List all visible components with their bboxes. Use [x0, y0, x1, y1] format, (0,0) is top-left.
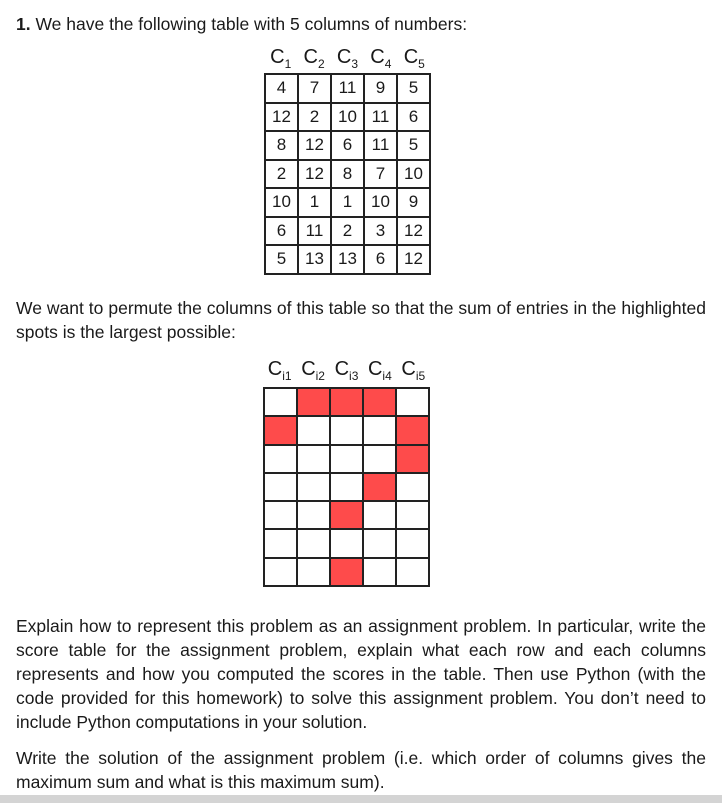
- grid-cell: [363, 501, 396, 529]
- table-cell: 6: [331, 131, 364, 160]
- table1-header: [264, 46, 431, 71]
- grid-cell: [264, 501, 297, 529]
- numbers-table: [264, 73, 431, 275]
- table-row: [265, 245, 430, 274]
- grid-cell: [363, 445, 396, 473]
- grid-cell: [264, 388, 297, 416]
- grid-cell: [330, 473, 363, 501]
- column-header: $C_{i5}$: [401, 358, 426, 383]
- grid-cell: [396, 388, 429, 416]
- column-header: $C_3$: [336, 46, 359, 71]
- grid-cell: [297, 501, 330, 529]
- table-cell: 12: [397, 245, 430, 274]
- table-cell: 1: [298, 188, 331, 217]
- table-cell: 5: [265, 245, 298, 274]
- table-cell: 2: [265, 160, 298, 189]
- grid-cell: [297, 473, 330, 501]
- grid-cell: [297, 445, 330, 473]
- problem-number: 1.: [16, 14, 31, 34]
- grid-cell: [363, 529, 396, 557]
- column-header: $C_{i3}$: [334, 358, 359, 383]
- permute-paragraph: We want to permute the columns of this table so that the sum of entries in the highlighted spots is the largest possible:: [16, 298, 706, 342]
- explain-paragraph: Explain how to represent this problem as an assignment problem. In particular, write the score table for the assignment problem, explain what each row and each columns represents and how you computed the scores in the table. Then use Python (with the code provided for this homework) to solve this assignment problem. You don’t need to include Python computations in your solution.: [16, 616, 706, 732]
- table-cell: 6: [364, 245, 397, 274]
- grid-cell: [264, 473, 297, 501]
- column-header: $C_1$: [270, 46, 292, 71]
- table-cell: 10: [397, 160, 430, 189]
- grid-row: [264, 558, 429, 586]
- grid-cell: [330, 416, 363, 444]
- grid-cell: [297, 529, 330, 557]
- table-row: [265, 217, 430, 246]
- table-row: [265, 188, 430, 217]
- table-cell: 7: [298, 74, 331, 103]
- table-cell: 4: [265, 74, 298, 103]
- solution-paragraph: Write the solution of the assignment problem (i.e. which order of columns gives the maximum sum and what is this maximum sum).: [16, 748, 706, 792]
- grid-cell: [363, 558, 396, 586]
- table-cell: 1: [331, 188, 364, 217]
- table-cell: 8: [265, 131, 298, 160]
- table-cell: 2: [331, 217, 364, 246]
- table-cell: 12: [298, 160, 331, 189]
- table-cell: 12: [397, 217, 430, 246]
- table-cell: 5: [397, 131, 430, 160]
- column-header: $C_{i2}$: [301, 358, 325, 383]
- table-cell: 10: [331, 103, 364, 132]
- table-cell: 13: [331, 245, 364, 274]
- column-header: $C_2$: [303, 46, 325, 71]
- grid-cell: [264, 445, 297, 473]
- highlighted-cell: [363, 473, 396, 501]
- grid-cell: [297, 558, 330, 586]
- intro-line: [16, 12, 706, 36]
- grid-row: [264, 529, 429, 557]
- table-cell: 11: [331, 74, 364, 103]
- table-cell: 13: [298, 245, 331, 274]
- column-header: $C_5$: [403, 46, 425, 71]
- column-header: $C_{i1}$: [267, 358, 292, 383]
- table-cell: 10: [265, 188, 298, 217]
- intro-text: We have the following table with 5 columns of numbers:: [35, 14, 468, 34]
- grid-cell: [396, 529, 429, 557]
- grid-row: [264, 501, 429, 529]
- column-header: $C_4$: [370, 46, 392, 71]
- grid-cell: [264, 558, 297, 586]
- grid-cell: [396, 558, 429, 586]
- highlighted-cell: [330, 558, 363, 586]
- highlighted-cell: [363, 388, 396, 416]
- highlighted-cell: [330, 501, 363, 529]
- grid-cell: [396, 473, 429, 501]
- highlight-grid: [263, 387, 430, 587]
- table-cell: 6: [265, 217, 298, 246]
- table-cell: 12: [298, 131, 331, 160]
- table-cell: 2: [298, 103, 331, 132]
- table-cell: 6: [397, 103, 430, 132]
- grid-cell: [264, 529, 297, 557]
- table-cell: 11: [298, 217, 331, 246]
- grid-row: [264, 445, 429, 473]
- table-row: [265, 131, 430, 160]
- table-cell: 7: [364, 160, 397, 189]
- grid-cell: [330, 529, 363, 557]
- table-cell: 12: [265, 103, 298, 132]
- grid-row: [264, 473, 429, 501]
- table-row: [265, 74, 430, 103]
- table-cell: 11: [364, 103, 397, 132]
- table-cell: 10: [364, 188, 397, 217]
- table-cell: 3: [364, 217, 397, 246]
- grid-cell: [363, 416, 396, 444]
- highlighted-cell: [297, 388, 330, 416]
- table-row: [265, 103, 430, 132]
- column-header: $C_{i4}$: [367, 358, 392, 383]
- table2-header: [263, 358, 430, 383]
- highlighted-cell: [330, 388, 363, 416]
- highlighted-cell: [396, 445, 429, 473]
- table-cell: 11: [364, 131, 397, 160]
- grid-cell: [297, 416, 330, 444]
- highlighted-cell: [396, 416, 429, 444]
- table-cell: 9: [364, 74, 397, 103]
- grid-cell: [396, 501, 429, 529]
- table-row: [265, 160, 430, 189]
- highlighted-cell: [264, 416, 297, 444]
- grid-row: [264, 388, 429, 416]
- grid-row: [264, 416, 429, 444]
- table-cell: 5: [397, 74, 430, 103]
- bottom-divider: [0, 795, 722, 803]
- table-cell: 8: [331, 160, 364, 189]
- grid-cell: [330, 445, 363, 473]
- table-cell: 9: [397, 188, 430, 217]
